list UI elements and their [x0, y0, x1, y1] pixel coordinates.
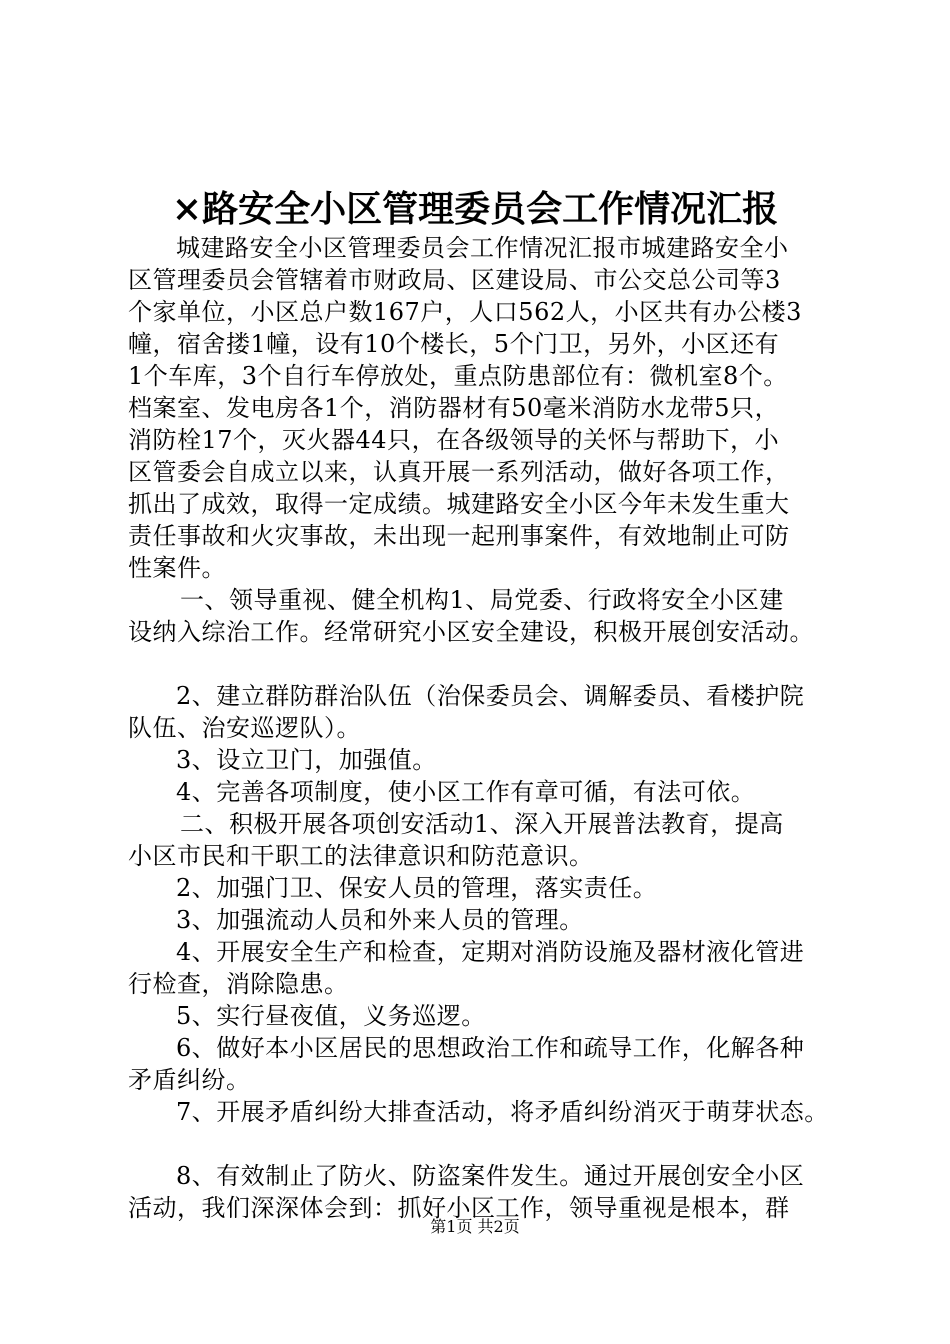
- text-line: 档案室、发电房各1个，消防器材有50毫米消防水龙带5只，: [128, 394, 780, 422]
- text-line: 行检查，消除隐患。: [128, 970, 349, 998]
- text-line: 3、设立卫门，加强值。: [176, 746, 437, 774]
- text-line: 消防栓17个，灭火器44只，在各级领导的关怀与帮助下，小: [128, 426, 780, 454]
- document-body: [128, 232, 828, 1224]
- text-line: 城建路安全小区管理委员会工作情况汇报市城建路安全小: [176, 234, 789, 262]
- text-line: 3、加强流动人员和外来人员的管理。: [176, 906, 584, 934]
- text-line: 4、完善各项制度，使小区工作有章可循，有法可依。: [176, 778, 756, 806]
- text-line: 个家单位，小区总户数167户，人口562人，小区共有办公楼3: [128, 298, 802, 326]
- text-line: 区管委会自成立以来，认真开展一系列活动，做好各项工作，: [128, 458, 790, 486]
- text-line: 7、开展矛盾纠纷大排查活动，将矛盾纠纷消灭于萌芽状态。: [176, 1098, 829, 1126]
- text-line: 队伍、治安巡逻队）。: [128, 714, 361, 742]
- text-line: 性案件。: [128, 554, 226, 582]
- page-footer: 第1页 共2页: [430, 1217, 520, 1236]
- section-heading-line: 二、积极开展各项创安活动1、深入开展普法教育，提高: [180, 810, 784, 838]
- paragraph-gap: [128, 648, 828, 680]
- document-title: ×路安全小区管理委员会工作情况汇报: [171, 188, 779, 230]
- text-line: 设纳入综治工作。经常研究小区安全建设，积极开展创安活动。: [128, 618, 814, 646]
- text-line: 6、做好本小区居民的思想政治工作和疏导工作，化解各种: [176, 1034, 805, 1062]
- text-line: 幢，宿舍搂1幢，设有10个楼长，5个门卫，另外，小区还有: [128, 330, 780, 358]
- text-line: 2、加强门卫、保安人员的管理，落实责任。: [176, 874, 658, 902]
- text-line: 5、实行昼夜值，义务巡逻。: [176, 1002, 486, 1030]
- text-line: 8、有效制止了防火、防盗案件发生。通过开展创安全小区: [176, 1162, 805, 1190]
- text-line: 2、建立群防群治队伍（治保委员会、调解委员、看楼护院: [176, 682, 805, 710]
- text-line: 小区市民和干职工的法律意识和防范意识。: [128, 842, 594, 870]
- text-line: 4、开展安全生产和检查，定期对消防设施及器材液化管进: [176, 938, 805, 966]
- text-line: 区管理委员会管辖着市财政局、区建设局、市公交总公司等3: [128, 266, 781, 294]
- text-line: 1个车库，3个自行车停放处，重点防患部位有：微机室8个。: [128, 362, 788, 390]
- section-heading-line: 一、领导重视、健全机构1、局党委、行政将安全小区建: [180, 586, 784, 614]
- paragraph-gap: [128, 1128, 828, 1160]
- text-line: 活动，我们深深体会到：抓好小区工作，领导重视是根本，群: [128, 1194, 790, 1222]
- text-line: 矛盾纠纷。: [128, 1066, 251, 1094]
- text-line: 责任事故和火灾事故，未出现一起刑事案件，有效地制止可防: [128, 522, 790, 550]
- text-line: 抓出了成效，取得一定成绩。城建路安全小区今年未发生重大: [128, 490, 790, 518]
